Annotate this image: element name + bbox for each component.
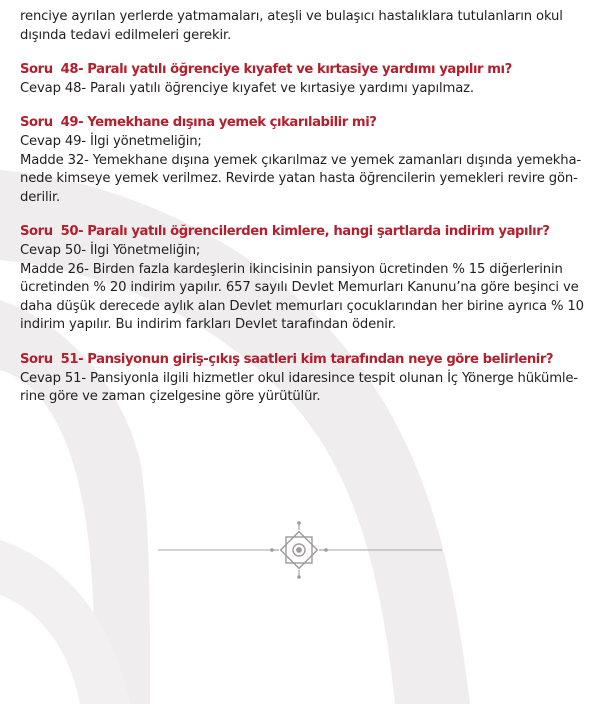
question-label: Soru bbox=[20, 115, 53, 131]
answer-line: Madde 32- Yemekhane dışına yemek çıkarılmaz ve yemek zamanları dışında yemekha- bbox=[20, 152, 582, 168]
answer-line: Madde 26- Birden fazla kardeşlerin ikincisinin pansiyon ücretinden % 15 diğerlerinin bbox=[20, 261, 563, 277]
answer-line: Cevap 50- İlgi Yönetmeliğin; bbox=[20, 242, 201, 258]
question-label: Soru bbox=[20, 351, 53, 367]
answer-line: daha düşük derecede aylık alan Devlet memurları çocuklarından her birine ayrıca % 10 bbox=[20, 298, 584, 314]
answer-line: Cevap 48- Paralı yatılı öğrenciye kıyafet ve kırtasiye yardımı yapılmaz. bbox=[20, 80, 474, 96]
question-label: Soru bbox=[20, 62, 53, 78]
answer-line: nede kimseye yemek verilmez. Revirde yatan hasta öğrencilerin yemekleri revire gön- bbox=[20, 171, 578, 187]
answer-line: rine göre ve zaman çizelgesine göre yürütülür. bbox=[20, 389, 321, 405]
text-line: renciye ayrılan yerlerde yatmamaları, ateşli ve bulaşıcı hastalıklara tutulanların okul bbox=[20, 9, 563, 24]
question-text: 48- Paralı yatılı öğrenciye kıyafet ve kırtasiye yardımı yapılır mı? bbox=[60, 62, 512, 78]
answer-line: Cevap 49- İlgi yönetmeliğin; bbox=[20, 133, 202, 149]
answer-line: Cevap 51- Pansiyonla ilgili hizmetler okul idaresince tespit olunan İç Yönerge hükümle- bbox=[20, 370, 578, 386]
star-ornament-icon bbox=[270, 521, 328, 579]
question-text: 49- Yemekhane dışına yemek çıkarılabilir mi? bbox=[60, 115, 377, 131]
answer-line: derilir. bbox=[20, 189, 61, 205]
text-line: dışında tedavi edilmeleri gerekir. bbox=[20, 27, 232, 43]
answer-line: indirim yapılır. Bu indirim farkları Devlet tarafından ödenir. bbox=[20, 317, 396, 333]
answer-line: ücretinden % 20 indirim yapılır. 657 sayılı Devlet Memurları Kanunu’na göre beşinci ve bbox=[20, 280, 579, 296]
question-text: 50- Paralı yatılı öğrencilerden kimlere, hangi şartlarda indirim yapılır? bbox=[60, 224, 550, 240]
question-label: Soru bbox=[20, 224, 53, 240]
question-text: 51- Pansiyonun giriş-çıkış saatleri kim tarafından neye göre belirlenir? bbox=[60, 351, 554, 367]
